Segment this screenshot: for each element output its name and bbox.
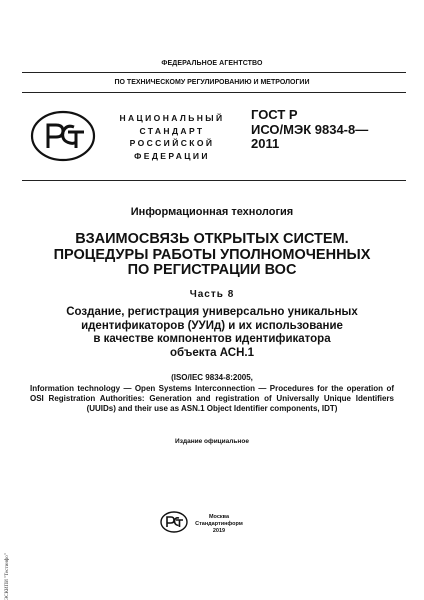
document-subtitle bbox=[0, 306, 424, 360]
international-standard-title: Information technology — Open Systems Interconnection — Procedures for the operation of OSI Registration Authorities: Generation and registration of Universally Unique Identifiers (UUIDs) and their use as ASN.1 Object Identifier components, IDT) bbox=[30, 384, 394, 413]
main-title-line-3: ПО РЕГИСТРАЦИИ ВОС bbox=[127, 262, 297, 278]
subtitle-line-4: объекта АСН.1 bbox=[170, 346, 254, 359]
main-title-line-1: ВЗАИМОСВЯЗЬ ОТКРЫТЫХ СИСТЕМ. bbox=[75, 231, 349, 247]
header-divider-top bbox=[22, 72, 406, 73]
designation-line-3: 2011 bbox=[251, 136, 280, 151]
national-standard-stamp bbox=[118, 112, 226, 162]
publication-year: 2019 bbox=[212, 528, 226, 534]
stamp-line-1: НАЦИОНАЛЬНЫЙ bbox=[119, 113, 225, 123]
stamp-line-4: ФЕДЕРАЦИИ bbox=[134, 150, 210, 161]
subtitle-line-3: в качестве компонентов идентификатора bbox=[93, 333, 331, 345]
standard-designation bbox=[251, 108, 368, 152]
subtitle-line-1: Создание, регистрация универсально уникальных bbox=[66, 306, 358, 318]
international-standard-code: (ISO/IEC 9834-8:2005, bbox=[171, 373, 253, 382]
publisher-name: Стандартинформ bbox=[195, 521, 243, 527]
main-title-line-2: ПРОЦЕДУРЫ РАБОТЫ УПОЛНОМОЧЕННЫХ bbox=[53, 246, 371, 263]
edition-note: Издание официальное bbox=[175, 438, 249, 445]
document-main-title bbox=[0, 232, 424, 279]
document-topic: Информационная технология bbox=[130, 206, 294, 218]
document-part: Часть 8 bbox=[189, 289, 235, 300]
stamp-line-2: СТАНДАРТ bbox=[139, 125, 205, 136]
designation-line-2: ИСО/МЭК 9834-8— bbox=[251, 121, 369, 137]
rst-logo-icon bbox=[30, 110, 96, 162]
publisher-city: Москва bbox=[208, 514, 230, 520]
publisher-info bbox=[195, 514, 243, 535]
subtitle-line-2: идентификаторов (УУИд) и их использование bbox=[81, 319, 343, 332]
side-watermark bbox=[2, 520, 10, 600]
publisher-logo-icon bbox=[160, 511, 188, 533]
side-watermark-text: ЭСКИПИ "Тестинфо" bbox=[5, 553, 10, 600]
stamp-line-3: РОССИЙСКОЙ bbox=[129, 138, 215, 148]
title-divider bbox=[22, 180, 406, 181]
agency-name-line-1: ФЕДЕРАЛЬНОЕ АГЕНТСТВО bbox=[161, 60, 263, 67]
designation-line-1: ГОСТ Р bbox=[251, 107, 298, 122]
agency-name-line-2: ПО ТЕХНИЧЕСКОМУ РЕГУЛИРОВАНИЮ И МЕТРОЛОГИИ bbox=[114, 79, 310, 86]
header-divider-bottom bbox=[22, 92, 406, 93]
